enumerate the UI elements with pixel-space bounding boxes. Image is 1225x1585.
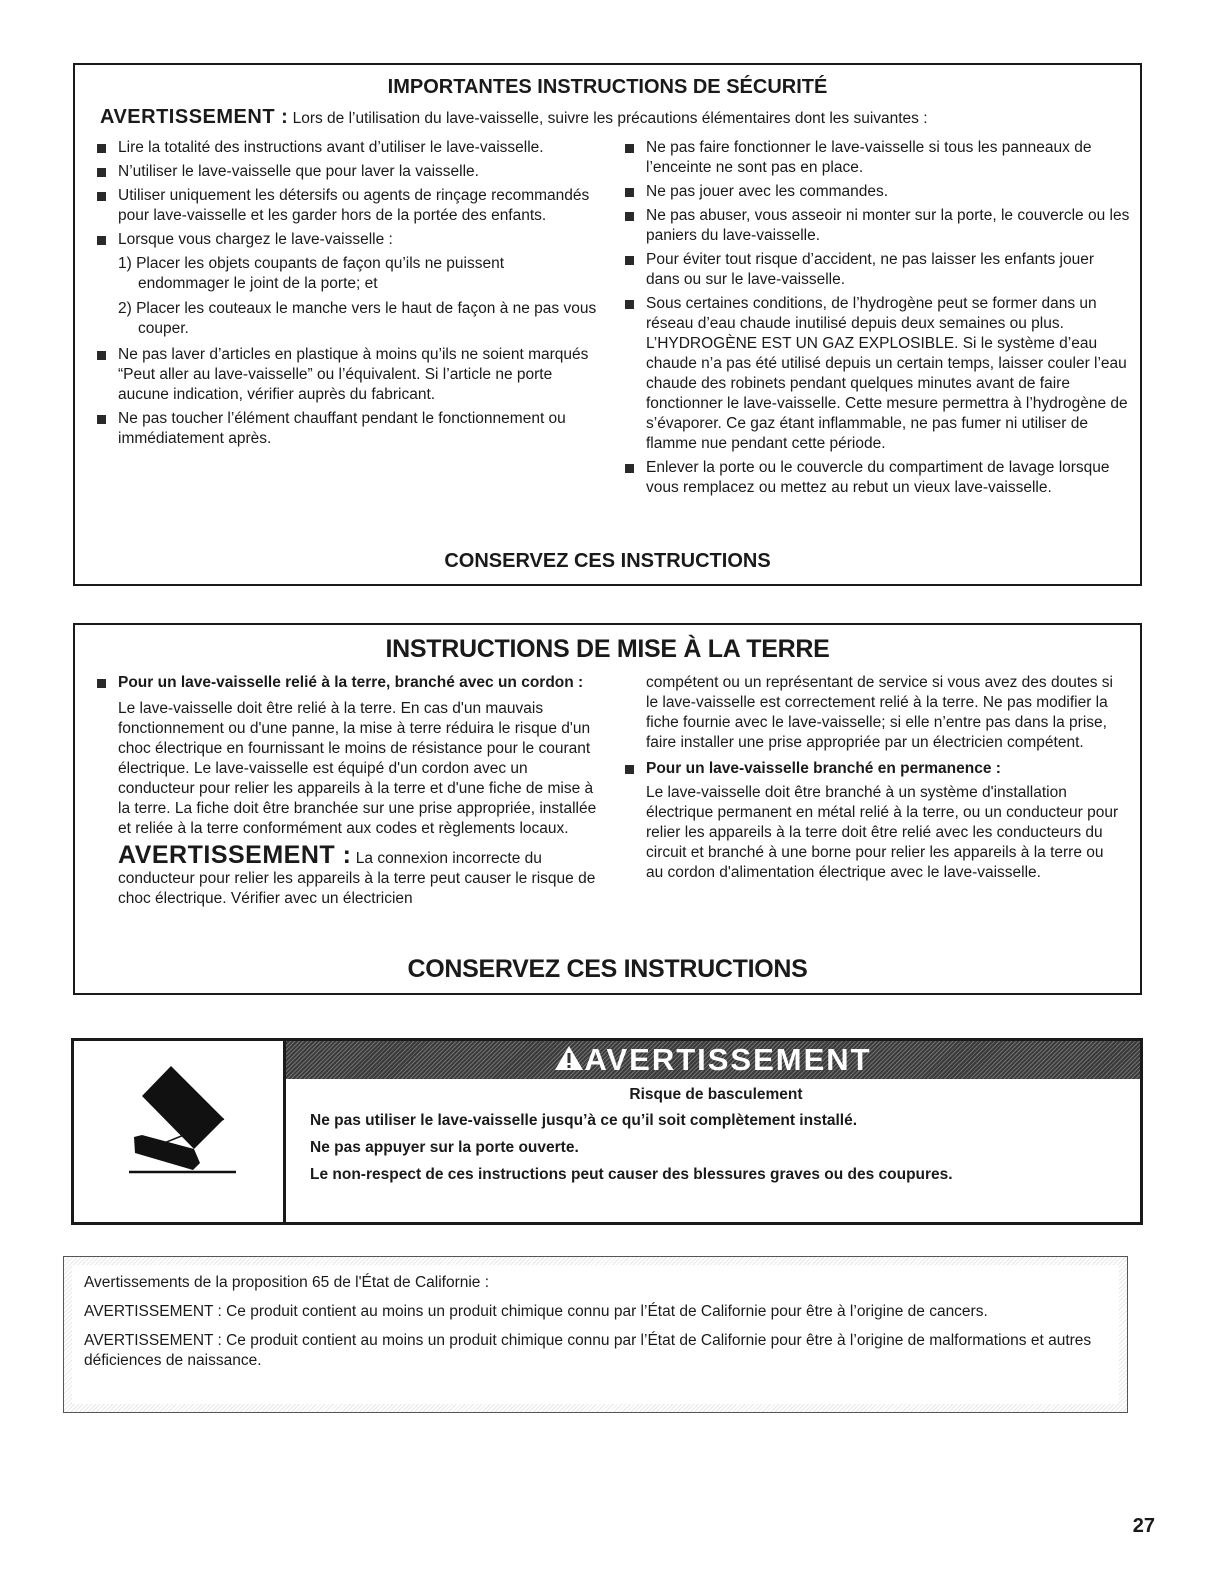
dishwasher-tip-over-icon xyxy=(74,1041,286,1222)
tipover-line: Ne pas utiliser le lave-vaisselle jusqu’à ce qu’il soit complètement installé. xyxy=(310,1112,858,1129)
safety-warning-line xyxy=(100,106,1120,130)
tipover-text xyxy=(310,1085,1122,1185)
grounding-cord-heading: Pour un lave-vaisselle relié à la terre, branché avec un cordon : xyxy=(97,673,597,693)
grounding-right-text: compétent ou un représentant de service si vous avez des doutes si le lave-vaisselle est correctement relié à la terre. Ne pas modifier la fiche fournie avec le lave-vaisselle; si elle n’entre pas dans la prise, faire installer une prise appropriée par un électricien compétent. xyxy=(646,674,1113,751)
prop65-line: Avertissements de la proposition 65 de l'État de Californie : xyxy=(84,1274,490,1291)
tipover-icon-panel xyxy=(74,1041,286,1222)
safety-sub-item: 1) Placer les objets coupants de façon qu’ils ne puissent endommager le joint de la porte; et xyxy=(118,255,505,292)
safety-item: Utiliser uniquement les détersifs ou agents de rinçage recommandés pour lave-vaisselle et les garder hors de la portée des enfants. xyxy=(97,186,597,226)
safety-item: Sous certaines conditions, de l’hydrogène peut se former dans un réseau d’eau chaude inutilisé depuis deux semaines ou plus. L’HYDROGÈNE EST UN GAZ EXPLOSIBLE. Si le système d’eau chaude n’a pas été utilisé depuis un certain temps, laisser couler l’eau chaude des robinets pendant quelques minutes avant de faire fonctionner le lave-vaisselle. Cette mesure permettra à l’hydrogène de s’évaporer. Ce gaz étant inflammable, ne pas fumer ni utiliser de flamme nue pendant cette période. xyxy=(625,294,1130,454)
safety-warning-label: AVERTISSEMENT : xyxy=(100,106,289,128)
safety-item: Ne pas toucher l’élément chauffant pendant le fonctionnement ou immédiatement après. xyxy=(97,409,597,449)
grounding-permanent-text: Le lave-vaisselle doit être branché à un système d'installation électrique permanent en métal relié à la terre, ou un conducteur pour relier les appareils à la terre doit être relié avec les conducteurs du circuit et branché à une borne pour relier les appareils à la terre ou au cordon d'alimentation électrique avec le lave-vaisselle. xyxy=(646,784,1119,881)
prop65-content xyxy=(72,1265,1119,1404)
grounding-footer: CONSERVEZ CES INSTRUCTIONS xyxy=(407,955,808,983)
safety-item: Ne pas abuser, vous asseoir ni monter sur la porte, le couvercle ou les paniers du lave-vaisselle. xyxy=(625,206,1130,246)
grounding-left-column xyxy=(97,673,597,909)
prop65-line: AVERTISSEMENT : Ce produit contient au moins un produit chimique connu par l’État de Californie pour être à l’origine de cancers. xyxy=(84,1303,988,1320)
tipover-banner-text: AVERTISSEMENT xyxy=(584,1042,872,1077)
safety-item: Enlever la porte ou le couvercle du compartiment de lavage lorsque vous remplacez ou mettez au rebut un vieux lave-vaisselle. xyxy=(625,458,1130,498)
safety-left-column xyxy=(97,138,597,453)
grounding-warning xyxy=(118,841,597,909)
safety-right-column xyxy=(625,138,1130,502)
tipover-banner xyxy=(286,1041,1140,1079)
page-number: 27 xyxy=(1132,1515,1155,1537)
safety-instructions-box xyxy=(73,63,1142,586)
grounding-right-column xyxy=(625,673,1120,883)
tipover-line: Le non-respect de ces instructions peut causer des blessures graves ou des coupures. xyxy=(310,1166,953,1183)
grounding-warning-label: AVERTISSEMENT : xyxy=(118,841,352,869)
prop65-box xyxy=(63,1256,1128,1413)
safety-item: Pour éviter tout risque d’accident, ne pas laisser les enfants jouer dans ou sur le lave-vaisselle. xyxy=(625,250,1130,290)
grounding-instructions-box xyxy=(73,623,1142,995)
safety-title: IMPORTANTES INSTRUCTIONS DE SÉCURITÉ xyxy=(387,76,828,98)
grounding-title: INSTRUCTIONS DE MISE À LA TERRE xyxy=(385,635,830,663)
grounding-permanent-heading: Pour un lave-vaisselle branché en permanence : xyxy=(625,759,1120,779)
safety-item: Ne pas laver d’articles en plastique à moins qu’ils ne soient marqués “Peut aller au lave-vaisselle” ou l’équivalent. Si l’article ne porte aucune indication, vérifier auprès du fabricant. xyxy=(97,345,597,405)
safety-item: Ne pas faire fonctionner le lave-vaisselle si tous les panneaux de l’enceinte ne sont pas en place. xyxy=(625,138,1130,178)
grounding-cord-text: Le lave-vaisselle doit être relié à la terre. En cas d'un mauvais fonctionnement ou d'une panne, la mise à terre réduira le risque d'un choc électrique en fournissant le moins de résistance pour le courant électrique. Le lave-vaisselle est équipé d'un cordon avec un conducteur pour relier les appareils à la terre et d'une fiche de mise à la terre. La fiche doit être branchée sur une prise appropriée, installée et reliée à la terre conformément aux codes et règlements locaux. xyxy=(118,700,597,837)
prop65-line: AVERTISSEMENT : Ce produit contient au moins un produit chimique connu par l’État de Californie pour être à l’origine de malformations et autres déficiences de naissance. xyxy=(84,1332,1092,1369)
tipover-line: Ne pas appuyer sur la porte ouverte. xyxy=(310,1139,579,1156)
safety-item: Lorsque vous chargez le lave-vaisselle : xyxy=(97,230,597,250)
safety-item: Lire la totalité des instructions avant d’utiliser le lave-vaisselle. xyxy=(97,138,597,158)
safety-item: N’utiliser le lave-vaisselle que pour laver la vaisselle. xyxy=(97,162,597,182)
safety-footer: CONSERVEZ CES INSTRUCTIONS xyxy=(444,550,771,572)
safety-sub-item: 2) Placer les couteaux le manche vers le haut de façon à ne pas vous couper. xyxy=(118,300,597,337)
warning-triangle-icon xyxy=(554,1045,584,1071)
safety-warning-text: Lors de l’utilisation du lave-vaisselle, suivre les précautions élémentaires dont les suivantes : xyxy=(292,110,928,127)
safety-item: Ne pas jouer avec les commandes. xyxy=(625,182,1130,202)
grounding-warning-text: La connexion incorrecte du conducteur pour relier les appareils à la terre peut causer le risque de choc électrique. Vérifier avec un électricien xyxy=(118,850,596,907)
tipover-risk: Risque de basculement xyxy=(629,1086,803,1103)
tipover-warning-box xyxy=(71,1038,1143,1225)
